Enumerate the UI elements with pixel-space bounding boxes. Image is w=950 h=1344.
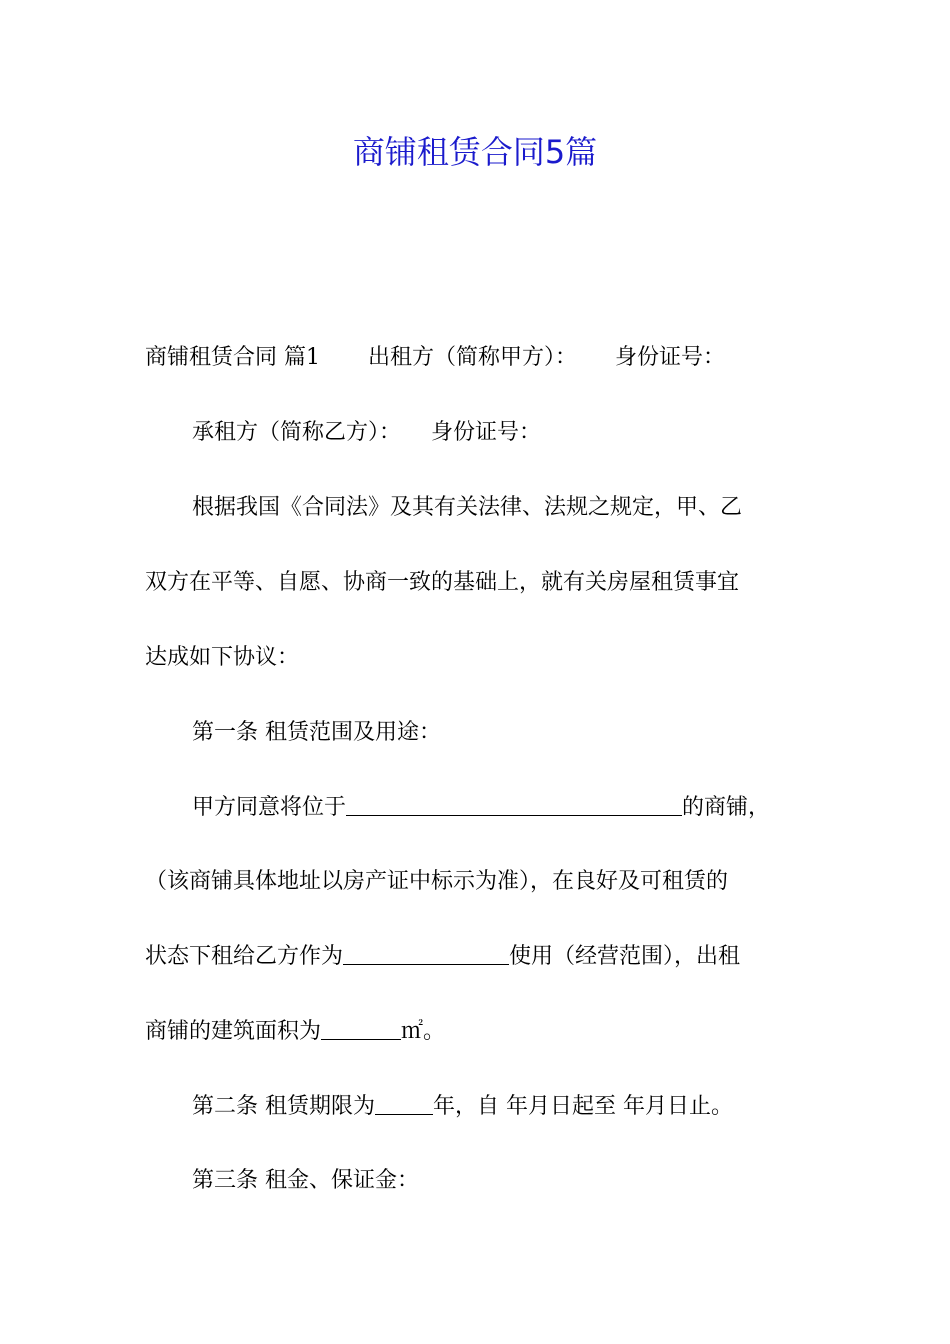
term-blank bbox=[375, 1088, 433, 1115]
section-heading: 商铺租赁合同 篇1 bbox=[145, 345, 320, 370]
area-suffix: ㎡。 bbox=[401, 1019, 446, 1044]
term-suffix: 年，自 年月日起至 年月日止。 bbox=[433, 1094, 733, 1119]
term-prefix: 第二条 租赁期限为 bbox=[192, 1094, 375, 1119]
term-line bbox=[192, 1087, 733, 1127]
usage-blank bbox=[343, 938, 509, 965]
lessor-label: 出租方（简称甲方）： bbox=[368, 345, 578, 370]
paragraph-line: 达成如下协议： bbox=[145, 645, 300, 670]
article-three-heading: 第三条 租金、保证金： bbox=[192, 1168, 419, 1193]
paragraph-line: （该商铺具体地址以房产证中标示为准），在良好及可租赁的 bbox=[145, 869, 729, 894]
paragraph-line: 根据我国《合同法》及其有关法律、法规之规定，甲、乙 bbox=[192, 495, 743, 520]
area-line bbox=[145, 1012, 445, 1052]
paragraph-line: 双方在平等、自愿、协商一致的基础上，就有关房屋租赁事宜 bbox=[145, 570, 740, 595]
document-title: 商铺租赁合同5篇 bbox=[352, 133, 598, 171]
location-suffix: 的商铺， bbox=[682, 795, 771, 820]
location-line bbox=[192, 788, 770, 828]
lessor-id-label: 身份证号： bbox=[615, 345, 726, 370]
lessee-label: 承租方（简称乙方）： bbox=[192, 420, 402, 445]
location-blank bbox=[346, 789, 682, 816]
usage-prefix: 状态下租给乙方作为 bbox=[145, 944, 344, 969]
area-blank bbox=[321, 1013, 401, 1040]
usage-suffix: 使用（经营范围），出租 bbox=[509, 944, 741, 969]
contract-heading-line bbox=[145, 338, 725, 378]
article-one-heading: 第一条 租赁范围及用途： bbox=[192, 720, 441, 745]
lessee-id-label: 身份证号： bbox=[431, 420, 542, 445]
usage-line bbox=[145, 937, 740, 977]
lessee-line bbox=[192, 413, 541, 453]
location-prefix: 甲方同意将位于 bbox=[192, 795, 347, 820]
area-prefix: 商铺的建筑面积为 bbox=[145, 1019, 322, 1044]
